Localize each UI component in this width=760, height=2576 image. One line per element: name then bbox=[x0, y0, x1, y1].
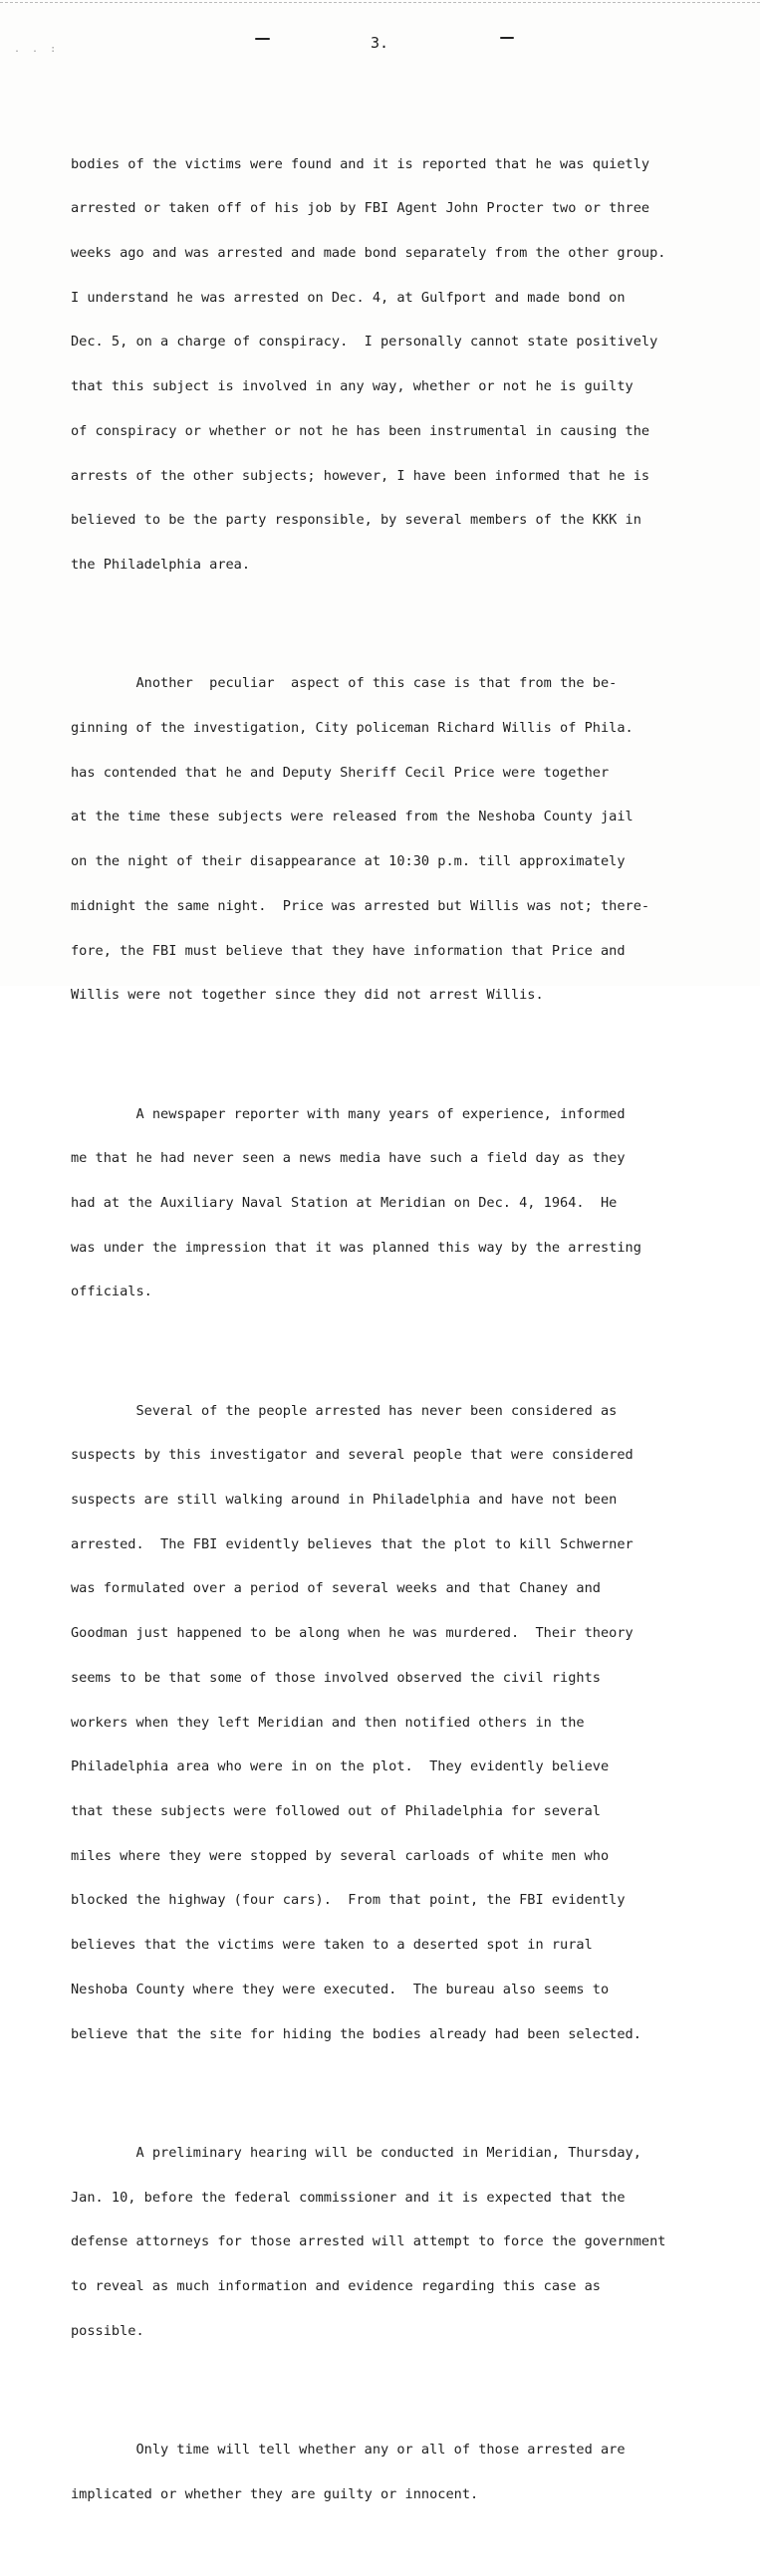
text-line: on the night of their disappearance at 10:30 p.m. till approximately bbox=[71, 853, 626, 870]
text-line: Several of the people arrested has never been considered as bbox=[71, 1402, 618, 1419]
text-line: officials. bbox=[71, 1284, 152, 1300]
text-line: Goodman just happened to be along when he was murdered. Their theory bbox=[71, 1625, 633, 1642]
text-line: the Philadelphia area. bbox=[71, 556, 251, 573]
text-line: was under the impression that it was planned this way by the arresting bbox=[71, 1239, 641, 1256]
text-line: possible. bbox=[71, 2322, 144, 2339]
text-line: fore, the FBI must believe that they have information that Price and bbox=[71, 942, 626, 959]
paragraph-4 bbox=[71, 1374, 758, 2071]
text-line: me that he had never seen a news media have such a field day as they bbox=[71, 1150, 626, 1167]
margin-specks: . . : bbox=[14, 44, 60, 55]
text-line: Another peculiar aspect of this case is that from the be- bbox=[71, 675, 618, 692]
text-line: believe that the site for hiding the bodies already had been selected. bbox=[71, 2025, 641, 2042]
paragraph-1 bbox=[71, 127, 758, 602]
text-line: to reveal as much information and evidence regarding this case as bbox=[71, 2277, 601, 2294]
paragraph-3 bbox=[71, 1077, 758, 1329]
text-line: at the time these subjects were released from the Neshoba County jail bbox=[71, 809, 633, 825]
text-line: of conspiracy or whether or not he has been instrumental in causing the bbox=[71, 422, 650, 439]
text-line: Only time will tell whether any or all of those arrested are bbox=[71, 2441, 626, 2458]
page-number: 3. bbox=[371, 34, 389, 52]
text-line: was formulated over a period of several weeks and that Chaney and bbox=[71, 1580, 601, 1597]
text-line: workers when they left Meridian and then notified others in the bbox=[71, 1714, 585, 1731]
text-line: Neshoba County where they were executed. The bureau also seems to bbox=[71, 1981, 610, 1997]
paragraph-6 bbox=[71, 2413, 758, 2531]
text-line: seems to be that some of those involved observed the civil rights bbox=[71, 1669, 601, 1686]
text-line: weeks ago and was arrested and made bond separately from the other group. bbox=[71, 245, 666, 262]
text-line: Jan. 10, before the federal commissioner and it is expected that the bbox=[71, 2189, 626, 2206]
text-line: bodies of the victims were found and it is reported that he was quietly bbox=[71, 155, 650, 172]
text-line: Philadelphia area who were in on the plot. They evidently believe bbox=[71, 1758, 610, 1775]
text-line: believes that the victims were taken to a deserted spot in rural bbox=[71, 1937, 593, 1954]
text-line: midnight the same night. Price was arrested but Willis was not; there- bbox=[71, 897, 650, 914]
body-text bbox=[71, 98, 758, 2576]
text-line: Dec. 5, on a charge of conspiracy. I personally cannot state positively bbox=[71, 334, 658, 351]
text-line: blocked the highway (four cars). From that point, the FBI evidently bbox=[71, 1892, 626, 1909]
text-line: A preliminary hearing will be conducted in Meridian, Thursday, bbox=[71, 2144, 641, 2161]
text-line: that these subjects were followed out of Philadelphia for several bbox=[71, 1803, 601, 1819]
text-line: Willis were not together since they did not arrest Willis. bbox=[71, 987, 544, 1004]
text-line: defense attorneys for those arrested will attempt to force the government bbox=[71, 2233, 666, 2250]
text-line: arrested or taken off of his job by FBI Agent John Procter two or three bbox=[71, 200, 650, 217]
text-line: had at the Auxiliary Naval Station at Meridian on Dec. 4, 1964. He bbox=[71, 1194, 618, 1211]
text-line: believed to be the party responsible, by several members of the KKK in bbox=[71, 512, 641, 529]
paragraph-2 bbox=[71, 646, 758, 1032]
right-dash-mark bbox=[500, 37, 514, 39]
text-line: has contended that he and Deputy Sheriff Cecil Price were together bbox=[71, 764, 610, 781]
text-line: suspects by this investigator and several people that were considered bbox=[71, 1447, 633, 1464]
paragraph-5 bbox=[71, 2116, 758, 2368]
left-dash-mark bbox=[255, 38, 270, 40]
text-line: arrests of the other subjects; however, I have been informed that he is bbox=[71, 467, 650, 484]
text-line: A newspaper reporter with many years of experience, informed bbox=[71, 1105, 626, 1122]
text-line: suspects are still walking around in Philadelphia and have not been bbox=[71, 1492, 618, 1509]
text-line: implicated or whether they are guilty or innocent. bbox=[71, 2485, 479, 2502]
text-line: that this subject is involved in any way, whether or not he is guilty bbox=[71, 378, 633, 395]
text-line: miles where they were stopped by several carloads of white men who bbox=[71, 1847, 610, 1864]
top-dashed-rule bbox=[0, 2, 760, 3]
text-line: I understand he was arrested on Dec. 4, at Gulfport and made bond on bbox=[71, 289, 626, 306]
text-line: ginning of the investigation, City policeman Richard Willis of Phila. bbox=[71, 719, 633, 736]
text-line: arrested. The FBI evidently believes that the plot to kill Schwerner bbox=[71, 1535, 633, 1552]
